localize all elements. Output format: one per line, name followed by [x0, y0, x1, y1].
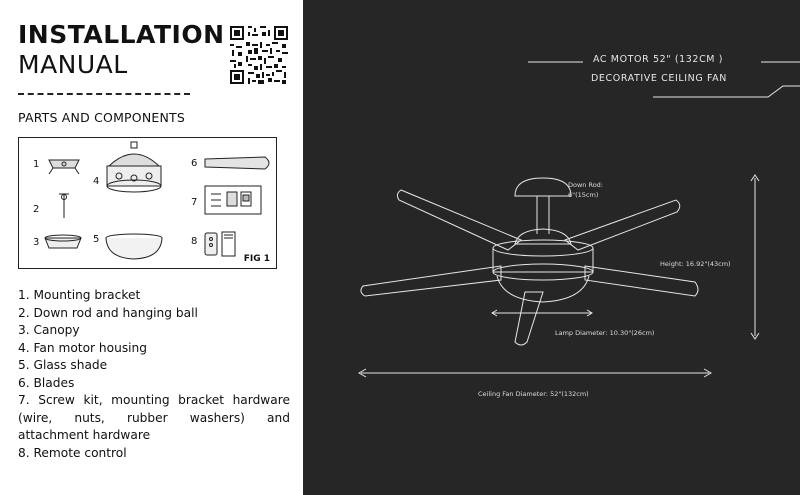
remote-control-icon	[205, 232, 235, 256]
title-manual: MANUAL	[18, 50, 128, 79]
screw-kit-icon	[205, 186, 261, 214]
height-dimension-line	[751, 175, 759, 339]
blade-outline	[361, 266, 501, 296]
list-item: 7. Screw kit, mounting bracket hardware (wire, nuts, rubber washers) and attachment hardware	[18, 393, 290, 442]
fig-number: 8	[191, 236, 198, 247]
downrod-label: Down Rod:	[568, 181, 604, 189]
product-panel	[303, 0, 800, 495]
list-item: 4. Fan motor housing	[18, 340, 148, 355]
downrod-value: 6"(15cm)	[568, 191, 599, 199]
divider	[18, 93, 190, 95]
blade-outline	[565, 200, 680, 250]
list-item: 3. Canopy	[18, 323, 80, 337]
fig-number: 1	[33, 159, 40, 170]
fig-number: 7	[191, 197, 198, 208]
motor-top-outline	[515, 229, 571, 244]
manual-panel	[0, 0, 303, 495]
fig-number: 2	[33, 204, 40, 215]
lamp-dimension-line	[492, 310, 592, 316]
fig-number: 3	[33, 237, 40, 248]
height-label: Height: 16.92"(43cm)	[660, 260, 731, 268]
canopy-outline	[515, 178, 571, 196]
fan-motor-housing-icon	[107, 142, 161, 192]
product-heading-motor: AC MOTOR 52" (132CM )	[593, 54, 724, 65]
fig-number: 6	[191, 158, 198, 169]
parts-heading: PARTS AND COMPONENTS	[18, 110, 186, 125]
blade-outline	[397, 190, 521, 250]
down-rod-outline	[537, 196, 549, 234]
fig-number: 5	[93, 234, 100, 245]
fan-diameter-dimension-line	[359, 369, 711, 377]
fig-label: FIG 1	[243, 254, 270, 264]
list-item: 5. Glass shade	[18, 358, 108, 372]
parts-list	[18, 287, 290, 462]
parts-illustration	[19, 138, 278, 270]
list-item: 1. Mounting bracket	[18, 288, 141, 302]
glass-shade-icon	[106, 234, 162, 259]
heading-rule-bottom	[653, 86, 800, 97]
parts-figure	[18, 137, 277, 269]
qr-code-icon	[230, 26, 288, 84]
motor-rim-outline	[493, 240, 593, 256]
fan-diameter-label: Ceiling Fan Diameter: 52"(132cm)	[478, 390, 589, 398]
title-installation: INSTALLATION	[18, 20, 225, 49]
list-item: 6. Blades	[18, 375, 75, 390]
blade-icon	[205, 157, 269, 169]
list-item: 8. Remote control	[18, 445, 127, 460]
canopy-icon	[45, 235, 81, 248]
mounting-bracket-icon	[49, 160, 79, 174]
down-rod-icon	[59, 194, 69, 218]
list-item: 2. Down rod and hanging ball	[18, 305, 198, 320]
lamp-diameter-label: Lamp Diameter: 10.30"(26cm)	[555, 329, 655, 337]
product-heading-type: DECORATIVE CEILING FAN	[591, 73, 727, 84]
fig-number: 4	[93, 176, 100, 187]
motor-housing-outline	[493, 248, 593, 272]
blade-outline	[585, 266, 698, 296]
